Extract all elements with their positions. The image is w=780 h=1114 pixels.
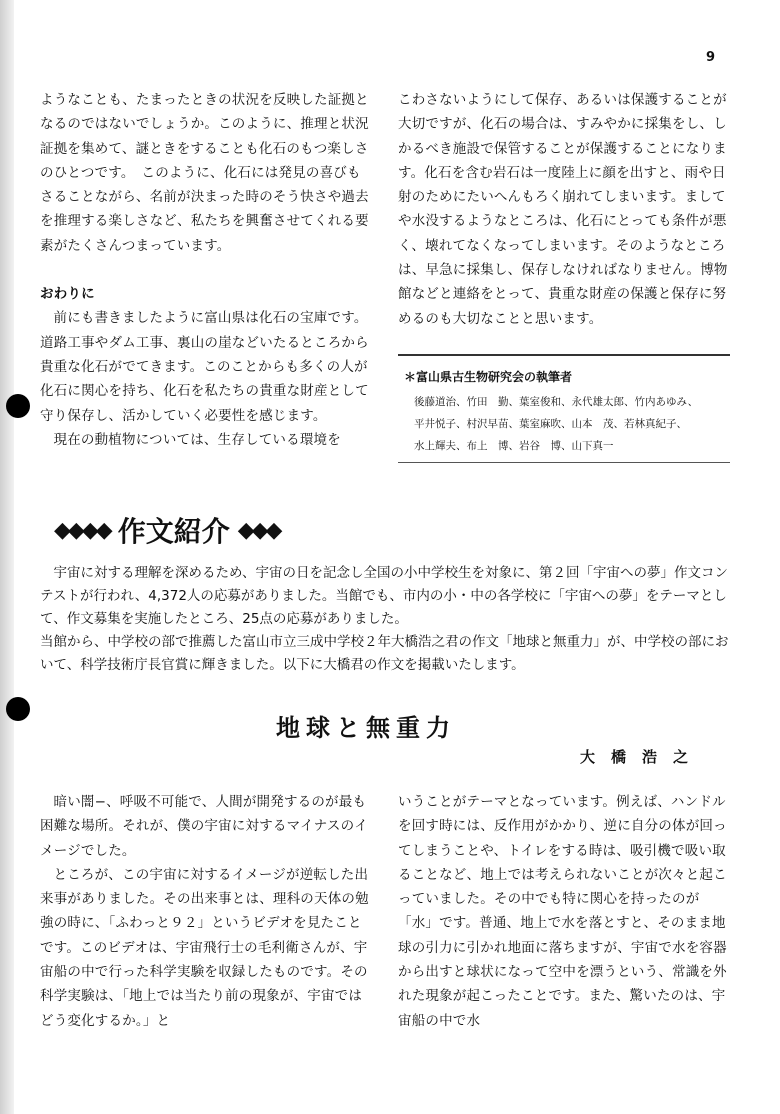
authors-box	[398, 354, 730, 463]
section-intro	[40, 562, 735, 677]
authors-line-1: 後藤道治、竹田 勤、葉室俊和、永代雄太郎、竹内あゆみ、	[414, 396, 699, 408]
essay-right-paragraph-1: いうことがテーマとなっています。例えば、ハンドルを回す時には、反作用がかかり、逆に自分の体が回ってしまうことや、トイレをする時は、吸引機で吸い取ることなど、地上では考えられないことが次々と起こっていました。その中でも特に関心を持ったのが「水」です。普通、地上で水を落とすと、そのまま地球の引力に引かれ地面に落ちますが、宇宙で水を容器から出すと球状になって空中を漂うという、常識を外れた現象が起こったことです。また、驚いたのは、宇宙船の中で水	[398, 794, 727, 1029]
authors-line-3: 水上輝夫、布上 博、岩谷 博、山下真一	[414, 440, 614, 452]
diamond-decoration-left-icon: ◆◆◆◆	[54, 517, 110, 543]
right-column-upper	[398, 88, 730, 331]
page-number: 9	[706, 50, 716, 65]
binding-hole-mark-icon	[6, 394, 30, 418]
right-paragraph-1: こわさないようにして保存、あるいは保護することが大切ですが、化石の場合は、すみやかに採集をし、しかるべき施設で保管することが保護することになります。化石を含む岩石は一度陸上に顔を出すと、雨や日射のためにたいへんもろく崩れてしまいます。ましてや水没するようなところは、化石にとっても条件が悪く、壊れてなくなってしまいます。そのようなところは、早急に採集し、保存しなければなりません。博物館などと連絡をとって、貴重な財産の保護と保存に努めるのも大切なことと思います。	[398, 92, 728, 327]
essay-right-column	[398, 790, 730, 1033]
closing-heading: おわりに	[40, 286, 95, 303]
left-column-upper	[40, 88, 372, 452]
essay-left-paragraph-2: ところが、この宇宙に対するイメージが逆転した出来事がありました。その出来事とは、理科の天体の勉強の時に、「ふわっと９２」というビデオを見たことです。このビデオは、宇宙飛行士の毛利衛さんが、宇宙船の中で行った科学実験を収録したものです。その科学実験は、「地上では当たり前の現象が、宇宙ではどう変化するか。」と	[40, 866, 369, 1029]
left-paragraph-2: 前にも書きましたように富山県は化石の宝庫です。道路工事やダム工事、裏山の崖などいたるところから貴重な化石がでてきます。このことからも多くの人が化石に関心を持ち、化石を私たちの貴重な財産として守り保存し、活かしていく必要性を感じます。	[40, 310, 369, 424]
left-paragraph-3: 現在の動植物については、生存している環境を	[53, 431, 341, 448]
section-title	[54, 510, 354, 550]
section-title-text: 作文紹介	[117, 515, 230, 548]
essay-author: 大橋浩之	[580, 748, 705, 766]
intro-paragraph-2: 当館から、中学校の部で推薦した富山市立三成中学校２年大橋浩之君の作文「地球と無重力」が、中学校の部において、科学技術庁長官賞に輝きました。以下に大橋君の作文を掲載いたします。	[40, 634, 729, 673]
intro-paragraph-1: 宇宙に対する理解を深めるため、宇宙の日を記念し全国の小中学校生を対象に、第２回「宇宙への夢」作文コンテストが行われ、4,372人の応募がありました。当館でも、市内の小・中の各学校に「宇宙への夢」をテーマとして、作文募集を実施したところ、25点の応募がありました。	[40, 565, 728, 627]
left-paragraph-1: ようなことも、たまったときの状況を反映した証拠となるのではないでしょうか。このように、推理と状況証拠を集めて、謎ときをすることも化石のもつ楽しさのひとつです。 このように、化石には発見の喜びもさることながら、名前が決まった時のそう快さや過去を推理する楽しさなど、私たちを興奮させてくれる要素がたくさんつまっています。	[40, 92, 369, 254]
essay-title: 地球と無重力	[276, 714, 456, 742]
authors-line-2: 平井悦子、村沢早苗、葉室麻吹、山本 茂、若林真紀子、	[414, 418, 687, 430]
diamond-decoration-right-icon: ◆◆◆	[237, 517, 280, 543]
authors-title: ＊富山県古生物研究会の執筆者	[404, 370, 573, 384]
essay-left-paragraph-1: 暗い闇−、呼吸不可能で、人間が開発するのが最も困難な場所。それが、僕の宇宙に対するマイナスのイメージでした。	[40, 794, 368, 859]
essay-left-column	[40, 790, 370, 1033]
binding-hole-mark-icon	[6, 697, 30, 721]
